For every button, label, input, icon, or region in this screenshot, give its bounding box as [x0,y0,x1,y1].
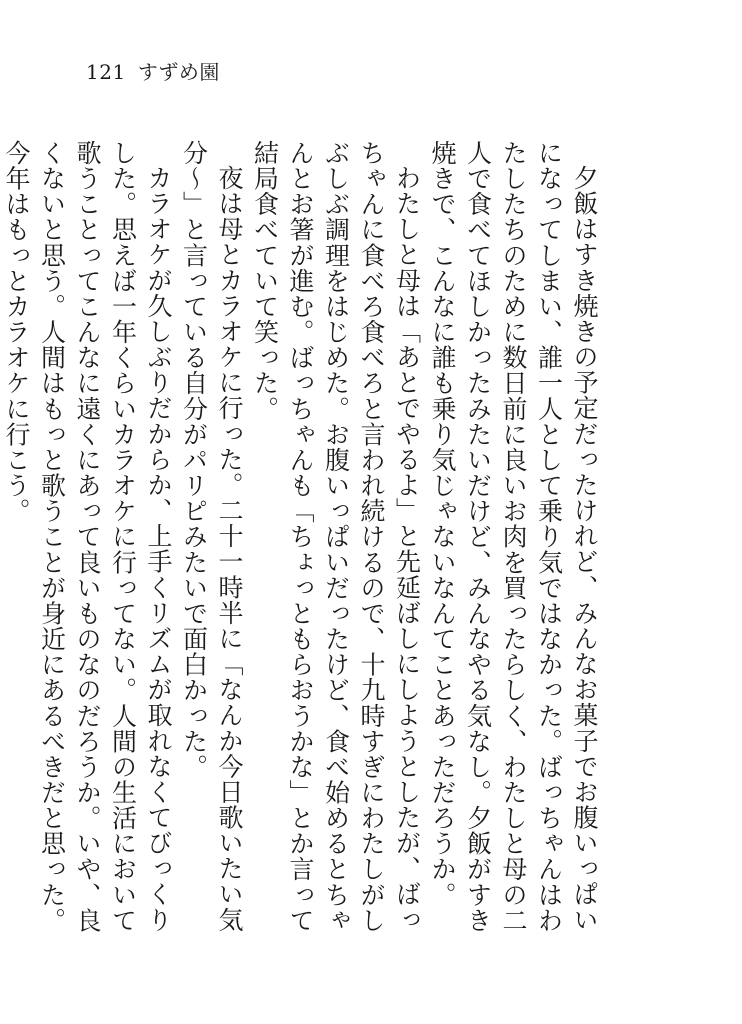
paragraph: わたしと母は「あとでやるよ」と先延ばしにしようとしたが、ばっちゃんに食べろ食べろと言われ続けるので、十九時すぎにわたしがしぶしぶ調理をはじめた。お腹いっぱいだったけど、食べ始めるとちゃんとお箸が進む。ばっちゃんも「ちょっともらおうかな」とか言って結局食べていて笑った。 [250,140,422,933]
running-header [86,58,220,86]
vertical-body-text [0,140,602,940]
section-title: すずめ園 [137,60,220,84]
page-number: 121 [86,60,126,84]
paragraph: 夕飯はすき焼きの予定だったけれど、みんなお菓子でお腹いっぱいになってしまい、誰一人として乗り気ではなかった。ばっちゃんはわたしたちのために数日前に良いお肉を買ったらしく、わたしと母の二人で食べてほしかったみたいだけど、みんなやる気なし。夕飯がすき焼きで、こんなに誰も乗り気じゃないなんてことあっただろうか。 [428,140,599,933]
paragraph: 夜は母とカラオケに行った。二十一時半に「なんか今日歌いたい気分～」と言っている自分がパリピみたいで面白かった。 [179,140,244,933]
paragraph: カラオケが久しぶりだからか、上手くリズムが取れなくてびっくりした。思えば一年くらいカラオケに行ってない。人間の生活において歌うことってこんなに遠くにあって良いものなのだろうか。いや、良くないと思う。人間はもっと歌うことが身近にあるべきだと思った。今年はもっとカラオケに行こう。 [2,140,173,933]
